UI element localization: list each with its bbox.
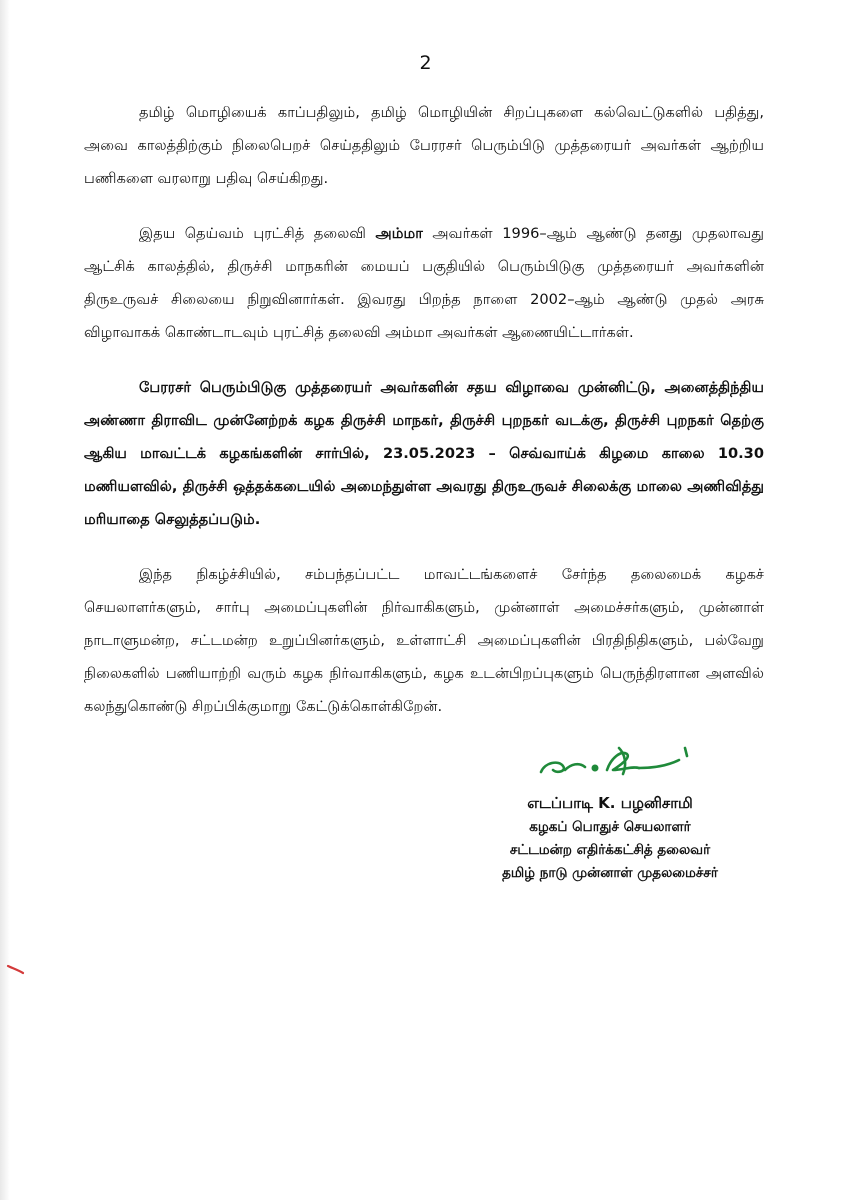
paragraph-1: தமிழ் மொழியைக் காப்பதிலும், தமிழ் மொழியின் சிறப்புகளை கல்வெட்டுகளில் பதித்து, அவை காலத்திற்கும் நிலைபெறச் செய்ததிலும் பேரரசர் பெரும்பிடு முத்தரையர் அவர்கள் ஆற்றிய பணிகளை வரலாறு பதிவு செய்கிறது. (84, 104, 764, 187)
signatory-title-2: சட்டமன்ற எதிர்க்கட்சித் தலைவர் (509, 842, 711, 858)
signatory-title-3: தமிழ் நாடு முன்னாள் முதலமைச்சர் (502, 865, 718, 881)
paragraph-2-start: இதய தெய்வம் புரட்சித் தலைவி (139, 225, 376, 242)
stray-red-ink-mark (6, 962, 26, 976)
paragraph-4: இந்த நிகழ்ச்சியில், சம்பந்தப்பட்ட மாவட்டங்களைச் சேர்ந்த தலைமைக் கழகச் செயலாளர்களும், சார்பு அமைப்புகளின் நிர்வாகிகளும், முன்னாள் அமைச்சர்களும், முன்னாள் நாடாளுமன்ற, சட்டமன்ற உறுப்பினர்களும், உள்ளாட்சி அமைப்புகளின் பிரதிநிதிகளும், பல்வேறு நிலைகளில் பணியாற்றி வரும் கழக நிர்வாகிகளும், கழக உடன்பிறப்புகளும் பெருந்திரளான அளவில் கலந்துகொண்டு சிறப்பிக்குமாறு கேட்டுக்கொள்கிறேன். (84, 566, 764, 715)
page-number: 2 (419, 52, 432, 74)
paragraph-3-event-announcement: பேரரசர் பெரும்பிடுகு முத்தரையர் அவர்களின் சதய விழாவை முன்னிட்டு, அனைத்திந்திய அண்ணா திராவிட முன்னேற்றக் கழக திருச்சி மாநகர், திருச்சி புறநகர் வடக்கு, திருச்சி புறநகர் தெற்கு ஆகிய மாவட்டக் கழகங்களின் சார்பில், 23.05.2023 – செவ்வாய்க் கிழமை காலை 10.30 மணியளவில், திருச்சி ஒத்தக்கடையில் அமைந்துள்ள அவரது திருஉருவச் சிலைக்கு மாலை அணிவித்து மரியாதை செலுத்தப்படும். (84, 379, 764, 528)
paragraph-2 (84, 217, 764, 349)
paragraph-2-rest: அவர்கள் 1996–ஆம் ஆண்டு தனது முதலாவது ஆட்சிக் காலத்தில், திருச்சி மாநகரின் மையப் பகுதியில் பெரும்பிடுகு முத்தரையர் அவர்களின் திருஉருவச் சிலையை நிறுவினார்கள். இவரது பிறந்த நாளை 2002–ஆம் ஆண்டு முதல் அரசு விழாவாகக் கொண்டாடவும் புரட்சித் தலைவி அம்மா அவர்கள் ஆணையிட்டார்கள். (84, 225, 764, 341)
amma-bold-word: அம்மா (375, 225, 423, 242)
signatory-title-1: கழகப் பொதுச் செயலாளர் (529, 819, 691, 835)
signatory-name: எடப்பாடி K. பழனிசாமி (527, 794, 693, 812)
signature-block (470, 740, 750, 885)
handwritten-signature (515, 740, 705, 786)
document-body (84, 96, 764, 745)
